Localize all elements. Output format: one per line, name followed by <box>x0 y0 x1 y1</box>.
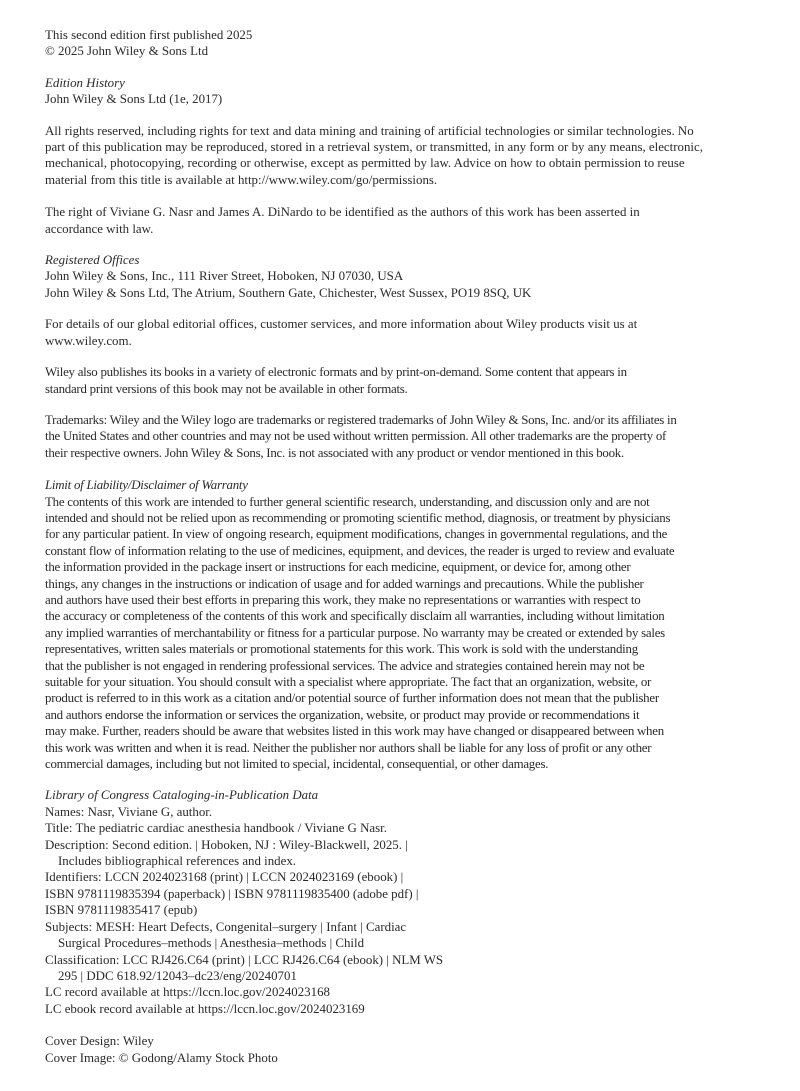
cip-description: Description: Second edition. | Hoboken, NJ : Wiley-Blackwell, 2025. | <box>45 837 408 852</box>
moral-rights-paragraph <box>45 204 750 237</box>
cip-lc-record: LC record available at https://lccn.loc.gov/2024023168 <box>45 985 330 1000</box>
moral-rights-line: accordance with law. <box>45 221 154 236</box>
moral-rights-line: The right of Viviane G. Nasr and James A. DiNardo to be identified as the authors of this work has been asserted in <box>45 205 640 220</box>
cover-credits <box>45 1033 750 1066</box>
liability-line: may make. Further, readers should be aware that websites listed in this work may have changed or disappeared between when <box>45 724 664 739</box>
liability-line: for any particular patient. In view of ongoing research, equipment modifications, changes in governmental regulations, and the <box>45 527 668 542</box>
office-address-us: John Wiley & Sons, Inc., 111 River Street, Hoboken, NJ 07030, USA <box>45 269 404 284</box>
rights-line: mechanical, photocopying, recording or otherwise, except as permitted by law. Advice on how to obtain permission to reuse <box>45 156 685 171</box>
liability-line: and authors have used their best efforts in preparing this work, they make no representations or warranties with respect to <box>45 592 641 607</box>
trademarks-line: the United States and other countries and may not be used without written permission. All other trademarks are the property of <box>45 429 667 444</box>
trademarks-line: Trademarks: Wiley and the Wiley logo are trademarks or registered trademarks of John Wiley & Sons, Inc. and/or its affiliates in <box>45 412 677 427</box>
liability-line: any implied warranties of merchantability or fitness for a particular purpose. No warranty may be created or extended by sales <box>45 625 665 640</box>
cip-description-cont: Includes bibliographical references and index. <box>58 854 297 869</box>
liability-line: commercial damages, including but not limited to special, incidental, consequential, or other damages. <box>45 757 549 772</box>
formats-line: standard print versions of this book may not be available in other formats. <box>45 381 408 396</box>
rights-line: part of this publication may be reproduced, stored in a retrieval system, or transmitted, in any form or by any means, electronic, <box>45 140 703 155</box>
liability-line: representatives, written sales materials or promotional statements for this work. This work is sold with the understanding <box>45 642 638 657</box>
liability-line: this work was written and when it is read. Neither the publisher nor authors shall be liable for any loss of profit or any other <box>45 740 652 755</box>
cover-design: Cover Design: Wiley <box>45 1034 154 1049</box>
liability-line: the information provided in the package insert or instructions for each medicine, equipment, or device for, among other <box>45 560 631 575</box>
formats-paragraph <box>45 364 750 397</box>
cip-subjects-cont: Surgical Procedures–methods | Anesthesia–methods | Child <box>58 936 365 951</box>
editorial-offices-line: www.wiley.com. <box>45 333 132 348</box>
copyright-notice <box>45 27 750 60</box>
liability-heading: Limit of Liability/Disclaimer of Warranty <box>45 478 248 493</box>
cip-data <box>45 787 750 1017</box>
liability-line: and authors endorse the information or services the organization, website, or product may provide or recommendations it <box>45 707 640 722</box>
liability-line: intended and should not be relied upon as recommending or promoting scientific method, diagnosis, or treatment by physicians <box>45 510 671 525</box>
liability-line: product is referred to in this work as a citation and/or potential source of further information does not mean that the publisher <box>45 691 659 706</box>
liability-disclaimer <box>45 477 750 772</box>
liability-line: things, any changes in the instructions or indication of usage and for added warnings and precautions. While the publisher <box>45 576 644 591</box>
trademarks-line: their respective owners. John Wiley & Sons, Inc. is not associated with any product or vendor mentioned in this book. <box>45 445 624 460</box>
copyright-page <box>45 27 750 1082</box>
office-address-uk: John Wiley & Sons Ltd, The Atrium, Southern Gate, Chichester, West Sussex, PO19 8SQ, UK <box>45 285 532 300</box>
rights-reserved-paragraph <box>45 123 750 189</box>
cip-classification: Classification: LCC RJ426.C64 (print) | LCC RJ426.C64 (ebook) | NLM WS <box>45 952 444 967</box>
cover-image: Cover Image: © Godong/Alamy Stock Photo <box>45 1050 278 1065</box>
cip-isbn: ISBN 9781119835394 (paperback) | ISBN 9781119835400 (adobe pdf) | <box>45 886 419 901</box>
rights-line: All rights reserved, including rights for text and data mining and training of artificial technologies or similar technologies. No <box>45 123 694 138</box>
registered-offices-heading: Registered Offices <box>45 253 140 268</box>
cip-identifiers: Identifiers: LCCN 2024023168 (print) | LCCN 2024023169 (ebook) | <box>45 870 404 885</box>
editorial-offices-paragraph <box>45 316 750 349</box>
cip-classification-cont: 295 | DDC 618.92/12043–dc23/eng/20240701 <box>58 968 297 983</box>
trademarks-paragraph <box>45 412 750 461</box>
cip-names: Names: Nasr, Viviane G, author. <box>45 804 213 819</box>
edition-history <box>45 75 750 108</box>
cip-isbn-epub: ISBN 9781119835417 (epub) <box>45 903 198 918</box>
cip-title: Title: The pediatric cardiac anesthesia handbook / Viviane G Nasr. <box>45 821 387 836</box>
cip-lc-ebook-record: LC ebook record available at https://lccn.loc.gov/2024023169 <box>45 1001 365 1016</box>
formats-line: Wiley also publishes its books in a variety of electronic formats and by print-on-demand. Some content that appears in <box>45 365 627 380</box>
liability-line: that the publisher is not engaged in rendering professional services. The advice and strategies contained herein may not be <box>45 658 645 673</box>
edition-history-line: John Wiley & Sons Ltd (1e, 2017) <box>45 92 223 107</box>
rights-line: material from this title is available at http://www.wiley.com/go/permissions. <box>45 172 438 187</box>
cip-heading: Library of Congress Cataloging-in-Publication Data <box>45 788 319 803</box>
liability-line: constant flow of information relating to the use of medicines, equipment, and devices, the reader is urged to review and evaluate <box>45 543 675 558</box>
copyright-line: © 2025 John Wiley & Sons Ltd <box>45 44 209 59</box>
edition-history-heading: Edition History <box>45 75 125 90</box>
liability-line: The contents of this work are intended to further general scientific research, understanding, and discussion only and are not <box>45 494 650 509</box>
first-published-line: This second edition first published 2025 <box>45 28 253 42</box>
registered-offices <box>45 252 750 301</box>
cip-subjects: Subjects: MESH: Heart Defects, Congenital–surgery | Infant | Cardiac <box>45 919 407 934</box>
liability-line: suitable for your situation. You should consult with a specialist where appropriate. The fact that an organization, website, or <box>45 675 652 689</box>
editorial-offices-line: For details of our global editorial offices, customer services, and more information about Wiley products visit us at <box>45 317 638 332</box>
liability-line: the accuracy or completeness of the contents of this work and specifically disclaim all warranties, including without limitation <box>45 609 665 624</box>
